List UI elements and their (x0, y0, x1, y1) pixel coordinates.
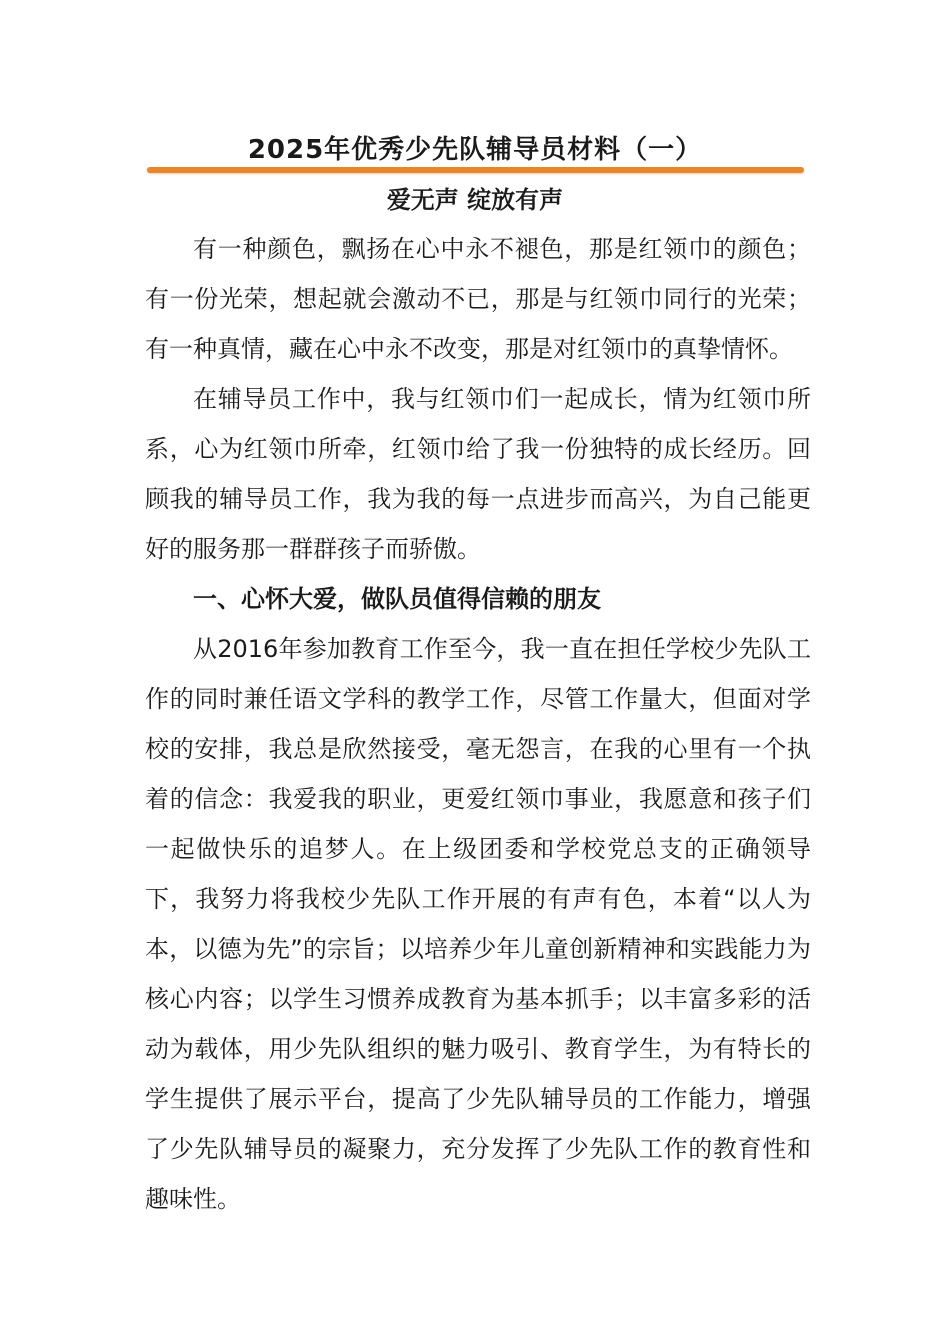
body-paragraph: 有一种颜色，飘扬在心中永不褪色，那是红领巾的颜色；有一份光荣，想起就会激动不已，那是与红领巾同行的光荣；有一种真情，藏在心中永不改变，那是对红领巾的真挚情怀。 (145, 235, 811, 363)
title-underline-rule (147, 167, 804, 173)
document-body (145, 224, 811, 1224)
body-paragraph: 在辅导员工作中，我与红领巾们一起成长，情为红领巾所系，心为红领巾所牵，红领巾给了我一份独特的成长经历。回顾我的辅导员工作，我为我的每一点进步而高兴，为自己能更好的服务那一群群孩子而骄傲。 (145, 385, 811, 563)
document-subtitle: 爱无声 绽放有声 (386, 186, 564, 214)
section-paragraph: 从2016年参加教育工作至今，我一直在担任学校少先队工作的同时兼任语文学科的教学工作，尽管工作量大，但面对学校的安排，我总是欣然接受，毫无怨言，在我的心里有一个执着的信念：我爱我的职业，更爱红领巾事业，我愿意和孩子们一起做快乐的追梦人。在上级团委和学校党总支的正确领导下，我努力将我校少先队工作开展的有声有色，本着“以人为本，以德为先”的宗旨；以培养少年儿童创新精神和实践能力为核心内容；以学生习惯养成教育为基本抓手；以丰富多彩的活动为载体，用少先队组织的魅力吸引、教育学生，为有特长的学生提供了展示平台，提高了少先队辅导员的工作能力，增强了少先队辅导员的凝聚力，充分发挥了少先队工作的教育性和趣味性。 (145, 635, 811, 1213)
section-heading: 一、心怀大爱，做队员值得信赖的朋友 (193, 585, 601, 613)
document-title: 2025年优秀少先队辅导员材料（一） (247, 135, 703, 165)
